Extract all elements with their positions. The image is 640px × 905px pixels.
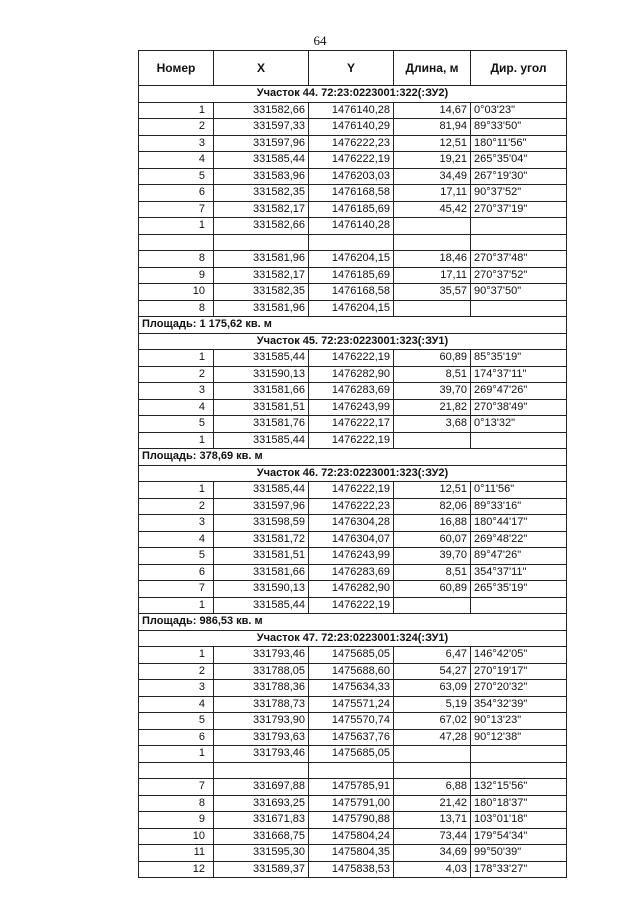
table-header-row [139, 51, 567, 86]
angle-cell: 90°37'50" [471, 284, 567, 301]
length-cell: 35,57 [394, 284, 471, 301]
y-cell: 1475838,53 [309, 861, 394, 878]
y-cell: 1476140,28 [309, 218, 394, 235]
angle-cell: 180°44'17" [471, 515, 567, 532]
y-cell: 1476304,07 [309, 531, 394, 548]
blank-cell [139, 234, 214, 251]
table-row [139, 564, 567, 581]
y-cell: 1476283,69 [309, 383, 394, 400]
x-cell: 331595,30 [214, 845, 309, 862]
y-cell: 1475688,60 [309, 663, 394, 680]
y-cell: 1476222,19 [309, 597, 394, 614]
point-number-cell: 3 [139, 515, 214, 532]
length-cell: 3,68 [394, 416, 471, 433]
x-cell: 331582,66 [214, 218, 309, 235]
length-cell: 14,67 [394, 102, 471, 119]
length-cell: 6,88 [394, 779, 471, 796]
table-row [139, 828, 567, 845]
length-cell: 18,46 [394, 251, 471, 268]
angle-cell: 265°35'19" [471, 581, 567, 598]
point-number-cell: 6 [139, 729, 214, 746]
y-cell: 1476222,17 [309, 416, 394, 433]
table-row [139, 861, 567, 878]
x-cell: 331582,17 [214, 201, 309, 218]
point-number-cell: 1 [139, 482, 214, 499]
point-number-cell: 5 [139, 548, 214, 565]
coordinates-table [138, 50, 567, 878]
length-cell: 21,82 [394, 399, 471, 416]
point-number-cell: 1 [139, 746, 214, 763]
table-row [139, 746, 567, 763]
table-row [139, 845, 567, 862]
x-cell: 331585,44 [214, 350, 309, 367]
angle-cell: 269°48'22" [471, 531, 567, 548]
x-cell: 331793,46 [214, 746, 309, 763]
x-cell: 331597,96 [214, 498, 309, 515]
table-row [139, 531, 567, 548]
table-row [139, 597, 567, 614]
blank-cell [214, 234, 309, 251]
blank-cell [471, 234, 567, 251]
length-cell: 47,28 [394, 729, 471, 746]
table-row [139, 366, 567, 383]
table-row [139, 812, 567, 829]
angle-cell [471, 746, 567, 763]
table-row [139, 680, 567, 697]
blank-cell [309, 762, 394, 779]
angle-cell: 269°47'26" [471, 383, 567, 400]
table-row [139, 152, 567, 169]
length-cell: 39,70 [394, 383, 471, 400]
point-number-cell: 10 [139, 284, 214, 301]
area-row [139, 614, 567, 631]
angle-cell [471, 597, 567, 614]
point-number-cell: 8 [139, 795, 214, 812]
x-cell: 331581,51 [214, 399, 309, 416]
table-row [139, 350, 567, 367]
table-body [139, 86, 567, 878]
length-cell: 8,51 [394, 564, 471, 581]
point-number-cell: 1 [139, 597, 214, 614]
x-cell: 331668,75 [214, 828, 309, 845]
table-row [139, 498, 567, 515]
table-row [139, 185, 567, 202]
section-row [139, 465, 567, 482]
angle-cell: 89°33'16" [471, 498, 567, 515]
section-title: Участок 44. 72:23:0223001:322(:ЗУ2) [139, 86, 567, 103]
y-cell: 1476304,28 [309, 515, 394, 532]
header-length: Длина, м [394, 51, 471, 86]
section-title: Участок 46. 72:23:0223001:323(:ЗУ2) [139, 465, 567, 482]
y-cell: 1476168,58 [309, 284, 394, 301]
y-cell: 1475637,76 [309, 729, 394, 746]
x-cell: 331582,66 [214, 102, 309, 119]
x-cell: 331597,33 [214, 119, 309, 136]
point-number-cell: 2 [139, 498, 214, 515]
x-cell: 331788,73 [214, 696, 309, 713]
angle-cell: 0°11'56" [471, 482, 567, 499]
length-cell [394, 300, 471, 317]
x-cell: 331589,37 [214, 861, 309, 878]
x-cell: 331581,96 [214, 300, 309, 317]
length-cell: 45,42 [394, 201, 471, 218]
area-text: Площадь: 1 175,62 кв. м [139, 317, 567, 334]
point-number-cell: 1 [139, 218, 214, 235]
y-cell: 1475685,05 [309, 746, 394, 763]
length-cell: 60,07 [394, 531, 471, 548]
table-row [139, 647, 567, 664]
table-row [139, 432, 567, 449]
point-number-cell: 7 [139, 201, 214, 218]
x-cell: 331582,17 [214, 267, 309, 284]
length-cell: 34,49 [394, 168, 471, 185]
x-cell: 331590,13 [214, 581, 309, 598]
section-title: Участок 47. 72:23:0223001:324(:ЗУ1) [139, 630, 567, 647]
y-cell: 1475804,35 [309, 845, 394, 862]
point-number-cell: 7 [139, 581, 214, 598]
length-cell [394, 432, 471, 449]
table-row [139, 102, 567, 119]
x-cell: 331585,44 [214, 432, 309, 449]
length-cell: 60,89 [394, 350, 471, 367]
angle-cell: 270°20'32" [471, 680, 567, 697]
x-cell: 331581,76 [214, 416, 309, 433]
point-number-cell: 3 [139, 135, 214, 152]
y-cell: 1476204,15 [309, 300, 394, 317]
angle-cell: 90°13'23" [471, 713, 567, 730]
length-cell: 60,89 [394, 581, 471, 598]
table-row [139, 399, 567, 416]
header-x: X [214, 51, 309, 86]
length-cell: 82,06 [394, 498, 471, 515]
x-cell: 331793,63 [214, 729, 309, 746]
angle-cell: 85°35'19" [471, 350, 567, 367]
point-number-cell: 2 [139, 366, 214, 383]
table-row [139, 300, 567, 317]
blank-cell [139, 762, 214, 779]
length-cell: 4,03 [394, 861, 471, 878]
y-cell: 1476203,03 [309, 168, 394, 185]
y-cell: 1476140,29 [309, 119, 394, 136]
table-row [139, 548, 567, 565]
x-cell: 331697,88 [214, 779, 309, 796]
table-row [139, 201, 567, 218]
angle-cell: 0°13'32" [471, 416, 567, 433]
point-number-cell: 9 [139, 812, 214, 829]
angle-cell: 270°19'17" [471, 663, 567, 680]
length-cell [394, 746, 471, 763]
length-cell: 39,70 [394, 548, 471, 565]
point-number-cell: 2 [139, 119, 214, 136]
blank-row [139, 234, 567, 251]
length-cell: 73,44 [394, 828, 471, 845]
table-row [139, 135, 567, 152]
length-cell: 67,02 [394, 713, 471, 730]
table-row [139, 482, 567, 499]
angle-cell: 179°54'34" [471, 828, 567, 845]
y-cell: 1476222,19 [309, 432, 394, 449]
header-angle: Дир. угол [471, 51, 567, 86]
length-cell: 34,69 [394, 845, 471, 862]
y-cell: 1476185,69 [309, 267, 394, 284]
y-cell: 1476282,90 [309, 366, 394, 383]
point-number-cell: 9 [139, 267, 214, 284]
point-number-cell: 5 [139, 168, 214, 185]
table-row [139, 581, 567, 598]
table-row [139, 383, 567, 400]
angle-cell: 270°37'48" [471, 251, 567, 268]
y-cell: 1475570,74 [309, 713, 394, 730]
x-cell: 331788,05 [214, 663, 309, 680]
angle-cell [471, 218, 567, 235]
length-cell: 13,71 [394, 812, 471, 829]
point-number-cell: 4 [139, 399, 214, 416]
point-number-cell: 1 [139, 350, 214, 367]
point-number-cell: 4 [139, 696, 214, 713]
section-title: Участок 45. 72:23:0223001:323(:ЗУ1) [139, 333, 567, 350]
x-cell: 331581,72 [214, 531, 309, 548]
angle-cell: 270°37'52" [471, 267, 567, 284]
x-cell: 331582,35 [214, 185, 309, 202]
length-cell: 17,11 [394, 185, 471, 202]
angle-cell: 90°37'52" [471, 185, 567, 202]
table-row [139, 779, 567, 796]
area-row [139, 317, 567, 334]
point-number-cell: 1 [139, 432, 214, 449]
header-y: Y [309, 51, 394, 86]
header-number: Номер [139, 51, 214, 86]
table-row [139, 251, 567, 268]
blank-cell [394, 762, 471, 779]
y-cell: 1476222,19 [309, 482, 394, 499]
table-row [139, 416, 567, 433]
point-number-cell: 12 [139, 861, 214, 878]
length-cell: 19,21 [394, 152, 471, 169]
angle-cell: 270°38'49" [471, 399, 567, 416]
table-row [139, 696, 567, 713]
y-cell: 1476283,69 [309, 564, 394, 581]
x-cell: 331693,25 [214, 795, 309, 812]
point-number-cell: 5 [139, 713, 214, 730]
y-cell: 1475804,24 [309, 828, 394, 845]
point-number-cell: 10 [139, 828, 214, 845]
length-cell: 21,42 [394, 795, 471, 812]
blank-cell [214, 762, 309, 779]
length-cell: 17,11 [394, 267, 471, 284]
y-cell: 1476168,58 [309, 185, 394, 202]
x-cell: 331583,96 [214, 168, 309, 185]
x-cell: 331793,46 [214, 647, 309, 664]
y-cell: 1475790,88 [309, 812, 394, 829]
table-row [139, 795, 567, 812]
angle-cell: 89°47'26" [471, 548, 567, 565]
x-cell: 331581,96 [214, 251, 309, 268]
angle-cell: 178°33'27" [471, 861, 567, 878]
y-cell: 1476222,19 [309, 350, 394, 367]
y-cell: 1475571,24 [309, 696, 394, 713]
point-number-cell: 11 [139, 845, 214, 862]
page-number: 64 [313, 33, 327, 48]
y-cell: 1476243,99 [309, 548, 394, 565]
y-cell: 1476185,69 [309, 201, 394, 218]
angle-cell: 89°33'50" [471, 119, 567, 136]
table-row [139, 284, 567, 301]
x-cell: 331671,83 [214, 812, 309, 829]
angle-cell: 267°19'30" [471, 168, 567, 185]
angle-cell: 180°11'56" [471, 135, 567, 152]
point-number-cell: 8 [139, 300, 214, 317]
angle-cell: 270°37'19" [471, 201, 567, 218]
length-cell: 5,19 [394, 696, 471, 713]
point-number-cell: 8 [139, 251, 214, 268]
section-row [139, 86, 567, 103]
table-row [139, 267, 567, 284]
length-cell [394, 597, 471, 614]
point-number-cell: 1 [139, 102, 214, 119]
table-row [139, 168, 567, 185]
angle-cell: 265°35'04" [471, 152, 567, 169]
x-cell: 331590,13 [214, 366, 309, 383]
x-cell: 331582,35 [214, 284, 309, 301]
point-number-cell: 4 [139, 152, 214, 169]
y-cell: 1476243,99 [309, 399, 394, 416]
x-cell: 331581,66 [214, 383, 309, 400]
x-cell: 331597,96 [214, 135, 309, 152]
angle-cell [471, 432, 567, 449]
angle-cell: 354°37'11" [471, 564, 567, 581]
length-cell: 63,09 [394, 680, 471, 697]
x-cell: 331585,44 [214, 152, 309, 169]
length-cell: 16,88 [394, 515, 471, 532]
y-cell: 1476140,28 [309, 102, 394, 119]
point-number-cell: 5 [139, 416, 214, 433]
blank-row [139, 762, 567, 779]
y-cell: 1475685,05 [309, 647, 394, 664]
length-cell: 6,47 [394, 647, 471, 664]
x-cell: 331585,44 [214, 482, 309, 499]
angle-cell: 103°01'18" [471, 812, 567, 829]
y-cell: 1475791,00 [309, 795, 394, 812]
y-cell: 1475785,91 [309, 779, 394, 796]
point-number-cell: 3 [139, 680, 214, 697]
angle-cell: 0°03'23" [471, 102, 567, 119]
angle-cell: 180°18'37" [471, 795, 567, 812]
table-row [139, 119, 567, 136]
section-row [139, 630, 567, 647]
angle-cell: 90°12'38" [471, 729, 567, 746]
point-number-cell: 6 [139, 564, 214, 581]
x-cell: 331598,59 [214, 515, 309, 532]
angle-cell: 174°37'11" [471, 366, 567, 383]
point-number-cell: 6 [139, 185, 214, 202]
y-cell: 1476222,23 [309, 498, 394, 515]
x-cell: 331585,44 [214, 597, 309, 614]
point-number-cell: 7 [139, 779, 214, 796]
point-number-cell: 1 [139, 647, 214, 664]
point-number-cell: 2 [139, 663, 214, 680]
length-cell [394, 218, 471, 235]
table-row [139, 515, 567, 532]
angle-cell [471, 300, 567, 317]
angle-cell: 132°15'56" [471, 779, 567, 796]
length-cell: 12,51 [394, 482, 471, 499]
area-row [139, 449, 567, 466]
angle-cell: 146°42'05" [471, 647, 567, 664]
y-cell: 1476222,23 [309, 135, 394, 152]
blank-cell [471, 762, 567, 779]
y-cell: 1476222,19 [309, 152, 394, 169]
point-number-cell: 3 [139, 383, 214, 400]
length-cell: 54,27 [394, 663, 471, 680]
point-number-cell: 4 [139, 531, 214, 548]
length-cell: 81,94 [394, 119, 471, 136]
section-row [139, 333, 567, 350]
y-cell: 1476282,90 [309, 581, 394, 598]
blank-cell [394, 234, 471, 251]
area-text: Площадь: 986,53 кв. м [139, 614, 567, 631]
table-row [139, 713, 567, 730]
x-cell: 331581,51 [214, 548, 309, 565]
angle-cell: 99°50'39" [471, 845, 567, 862]
table-row [139, 729, 567, 746]
blank-cell [309, 234, 394, 251]
x-cell: 331581,66 [214, 564, 309, 581]
area-text: Площадь: 378,69 кв. м [139, 449, 567, 466]
length-cell: 12,51 [394, 135, 471, 152]
y-cell: 1476204,15 [309, 251, 394, 268]
length-cell: 8,51 [394, 366, 471, 383]
y-cell: 1475634,33 [309, 680, 394, 697]
table-row [139, 218, 567, 235]
x-cell: 331793,90 [214, 713, 309, 730]
x-cell: 331788,36 [214, 680, 309, 697]
table-row [139, 663, 567, 680]
angle-cell: 354°32'39" [471, 696, 567, 713]
